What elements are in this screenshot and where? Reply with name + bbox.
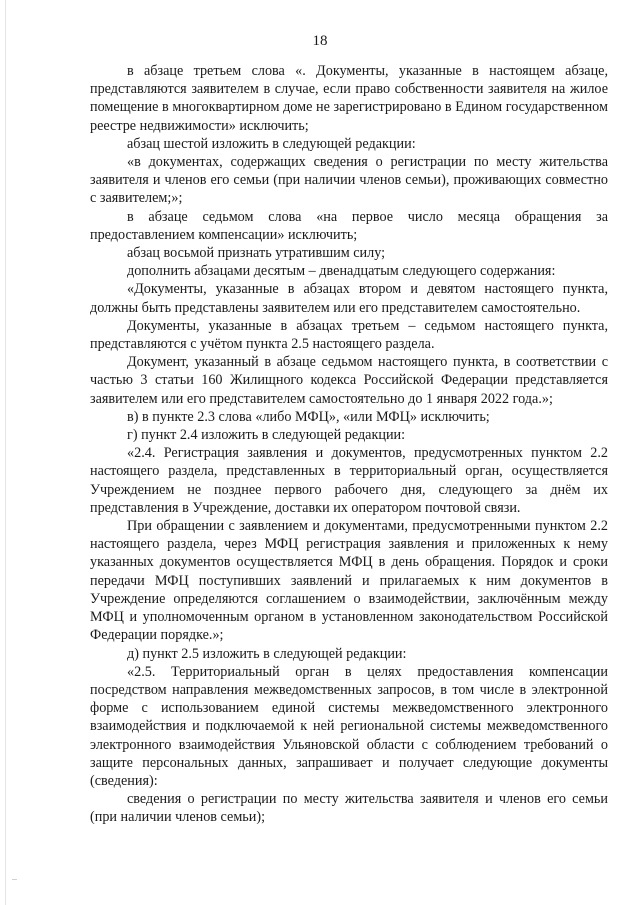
paragraph-1: в абзаце третьем слова «. Документы, указанные в настоящем абзаце, представляются заявителем в случае, если право собственности заявителя на жилое помещение в многоквартирном доме не зарегистрировано в Едином государственном реестре недвижимости» исключить; (90, 63, 608, 134)
paragraph-4: в абзаце седьмом слова «на первое число месяца обращения за предоставлением компенсации» исключить; (90, 208, 608, 243)
paragraph-9: Документ, указанный в абзаце седьмом настоящего пункта, в соответствии с частью 3 статьи 160 Жилищного кодекса Российской Федерации представляется заявителем или его представителем самостоятельно до 1 января 2022 года.»; (90, 354, 608, 407)
paragraph-11: г) пункт 2.4 изложить в следующей редакции: (127, 427, 406, 444)
paragraph-5: абзац восьмой признать утратившим силу; (127, 245, 386, 262)
paragraph-10: в) в пункте 2.3 слова «либо МФЦ», «или МФЦ» исключить; (127, 408, 490, 425)
paragraph-2: абзац шестой изложить в следующей редакции: (127, 135, 416, 152)
page-number: 18 (312, 33, 328, 49)
paragraph-8: Документы, указанные в абзацах третьем – седьмом настоящего пункта, представляются с учётом пункта 2.5 настоящего раздела. (90, 317, 608, 353)
paragraph-16: сведения о регистрации по месту жительства заявителя и членов его семьи (при наличии членов семьи); (90, 791, 608, 826)
scan-mark (12, 879, 17, 880)
paragraph-12: «2.4. Регистрация заявления и документов, предусмотренных пунктом 2.2 настоящего раздела, представленных в территориальный орган, осуществляется Учреждением не позднее первого рабочего дня, следующего за днём их представления в Учреждение, доставки их оператором почтовой связи. (90, 445, 608, 516)
paragraph-14: д) пункт 2.5 изложить в следующей редакции: (127, 645, 407, 662)
scan-edge-line (5, 0, 6, 905)
paragraph-6: дополнить абзацами десятым – двенадцатым следующего содержания: (127, 263, 556, 280)
paragraph-15: «2.5. Территориальный орган в целях предоставления компенсации посредством направления межведомственных запросов, в том числе в электронной форме с использованием единой системы межведомственного электронного взаимодействия и подключаемой к ней региональной системы межведомственного электронного взаимодействия Ульяновской области с соблюдением требований о защите персональных данных, запрашивает и получает следующие документы (сведения): (90, 663, 608, 789)
paragraph-3: «в документах, содержащих сведения о регистрации по месту жительства заявителя и членов его семьи (при наличии членов семьи), проживающих совместно с заявителем;»; (90, 154, 608, 207)
paragraph-13: При обращении с заявлением и документами, предусмотренными пунктом 2.2 настоящего раздела, через МФЦ регистрация заявления и приложенных к нему указанных документов осуществляется МФЦ в день обращения. Порядок и сроки передачи МФЦ поступивших заявлений и прилагаемых к ним документов в Учреждение определяются соглашением о взаимодействии, заключённым между МФЦ и уполномоченным органом в установленном законодательством Российской Федерации порядке.»; (90, 518, 608, 644)
paragraph-7: «Документы, указанные в абзацах втором и девятом настоящего пункта, должны быть представлены заявителем или его представителем самостоятельно. (90, 281, 608, 316)
document-body (90, 62, 608, 827)
